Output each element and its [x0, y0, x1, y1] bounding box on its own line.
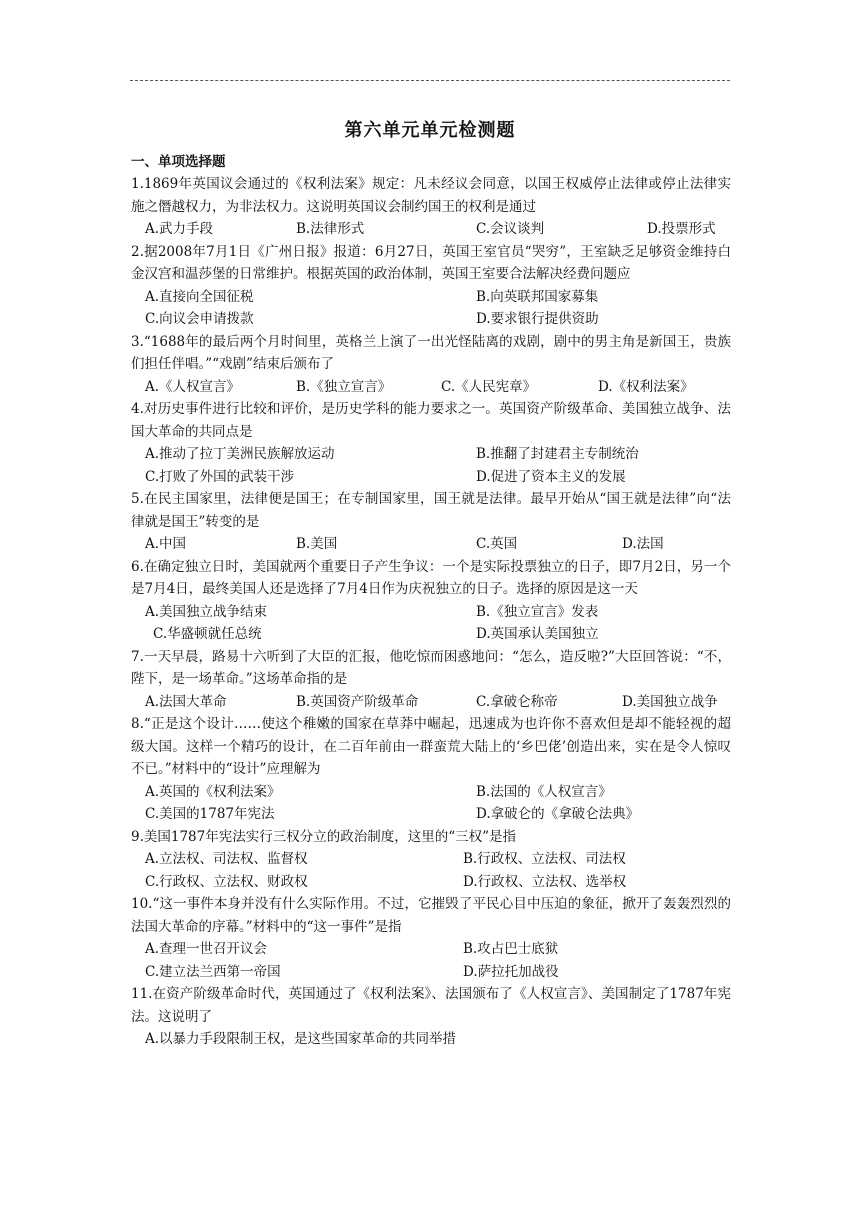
- option-c: C.华盛顿就任总统: [153, 626, 262, 642]
- option-a: A.以暴力手段限制王权，是这些国家革命的共同举措: [145, 1031, 457, 1047]
- option-row: [131, 443, 731, 466]
- question-list: [131, 173, 731, 1051]
- option-c: C.拿破仑称帝: [476, 693, 558, 710]
- question-text: 10.“这一事件本身并没有什么实际作用。不过，它摧毁了平民心目中压迫的象征，掀开了轰轰烈烈的法国大革命的序幕。”材料中的“这一事件”是指: [131, 896, 731, 935]
- option-c: C.建立法兰西第一帝国: [145, 963, 281, 980]
- option-d: D.萨拉托加战役: [463, 963, 559, 980]
- option-b: B.行政权、立法权、司法权: [463, 851, 626, 867]
- option-b: B.《独立宣言》发表: [476, 603, 599, 620]
- option-b: B.推翻了封建君主专制统治: [476, 446, 639, 462]
- option-c: C.向议会申请拨款: [145, 311, 254, 327]
- option-c: C.美国的1787年宪法: [145, 806, 275, 822]
- option-row: [131, 466, 731, 489]
- option-c: C.会议谈判: [476, 221, 545, 237]
- question-text: 2.据2008年7月1日《广州日报》报道：6月27日，英国王室官员“哭穷”，王室缺乏足够资金维持白金汉宫和温莎堡的日常维护。根据英国的政治体制，英国王室要合法解决经费问题应: [131, 243, 731, 282]
- option-d: D.法国: [622, 536, 664, 552]
- question-text: 11.在资产阶级革命时代，英国通过了《权利法案》、法国颁布了《人权宣言》、美国制定了1787年宪法。这说明了: [131, 986, 731, 1025]
- option-d: D.促进了资本主义的发展: [476, 468, 626, 485]
- option-a: A.英国的《权利法案》: [145, 783, 281, 800]
- option-b: B.攻占巴士底狱: [463, 941, 559, 957]
- option-b: B.法律形式: [296, 221, 365, 237]
- option-a: A.查理一世召开议会: [145, 941, 268, 957]
- option-row: [131, 286, 731, 309]
- option-a: A.美国独立战争结束: [145, 603, 268, 620]
- option-row: [131, 803, 731, 826]
- question-text: 4.对历史事件进行比较和评价，是历史学科的能力要求之一。英国资产阶级革命、美国独立战争、法国大革命的共同点是: [131, 401, 731, 440]
- page-title: 第六单元单元检测题: [344, 120, 516, 141]
- option-row: [131, 601, 731, 624]
- option-row: [131, 781, 731, 804]
- option-row: [131, 938, 731, 961]
- option-b: B.法国的《人权宣言》: [476, 783, 612, 800]
- option-a: A.中国: [145, 536, 187, 552]
- option-c: C.打败了外国的武装干涉: [145, 468, 295, 485]
- option-d: D.《权利法案》: [598, 378, 694, 395]
- option-row: [131, 623, 731, 646]
- option-a: A.推动了拉丁美洲民族解放运动: [145, 446, 335, 462]
- option-a: A.《人权宣言》: [145, 378, 241, 395]
- question-text: 8.“正是这个设计……使这个稚嫩的国家在草莽中崛起，迅速成为也许你不喜欢但是却不能轻视的超级大国。这样一个精巧的设计，在二百年前由一群蛮荒大陆上的‘乡巴佬’创造出来，实在是令人惊叹不已。”材料中的“设计”应理解为: [131, 716, 731, 777]
- option-c: C.英国: [476, 536, 518, 552]
- option-d: D.行政权、立法权、选举权: [463, 873, 627, 890]
- option-row: [131, 218, 731, 241]
- section-heading: 一、单项选择题: [131, 154, 226, 170]
- option-row: [131, 848, 731, 871]
- header-divider: [130, 80, 730, 81]
- option-b: B.美国: [296, 536, 338, 552]
- option-row: [131, 961, 731, 984]
- option-b: B.向英联邦国家募集: [476, 288, 599, 305]
- option-row: [131, 691, 731, 714]
- option-d: D.要求银行提供资助: [476, 311, 599, 327]
- option-a: A.立法权、司法权、监督权: [145, 851, 308, 867]
- option-a: A.法国大革命: [145, 693, 227, 710]
- option-row: [131, 533, 731, 556]
- question-text: 3.“1688年的最后两个月时间里，英格兰上演了一出光怪陆离的戏剧，剧中的男主角是新国王，贵族们担任伴唱。”“戏剧”结束后颁布了: [131, 333, 731, 372]
- option-c: C.《人民宪章》: [441, 378, 537, 395]
- option-c: C.行政权、立法权、财政权: [145, 873, 308, 890]
- option-b: B.英国资产阶级革命: [296, 693, 419, 710]
- option-d: D.美国独立战争: [622, 693, 718, 710]
- question-text: 5.在民主国家里，法律便是国王；在专制国家里，国王就是法律。最早开始从“国王就是法律”向“法律就是国王”转变的是: [131, 491, 731, 530]
- question-text: 9.美国1787年宪法实行三权分立的政治制度，这里的“三权”是指: [131, 828, 517, 845]
- option-d: D.英国承认美国独立: [476, 626, 599, 642]
- option-d: D.拿破仑的《拿破仑法典》: [476, 806, 640, 822]
- option-d: D.投票形式: [647, 221, 716, 237]
- option-row: [131, 376, 731, 399]
- option-a: A.直接向全国征税: [145, 288, 254, 305]
- question-text: 6.在确定独立日时，美国就两个重要日子产生争议：一个是实际投票独立的日子，即7月2日，另一个是7月4日，最终美国人还是选择了7月4日作为庆祝独立的日子。选择的原因是这一天: [131, 558, 731, 597]
- question-text: 7.一天早晨，路易十六听到了大臣的汇报，他吃惊而困惑地问：“怎么，造反啦?”大臣回答说：“不，陛下，是一场革命。”这场革命指的是: [131, 648, 731, 687]
- option-a: A.武力手段: [145, 221, 214, 237]
- option-b: B.《独立宣言》: [296, 378, 392, 395]
- question-text: 1.1869年英国议会通过的《权利法案》规定：凡未经议会同意，以国王权威停止法律或停止法律实施之僭越权力，为非法权力。这说明英国议会制约国王的权利是通过: [131, 176, 731, 215]
- option-row: [131, 308, 731, 331]
- option-row: [131, 871, 731, 894]
